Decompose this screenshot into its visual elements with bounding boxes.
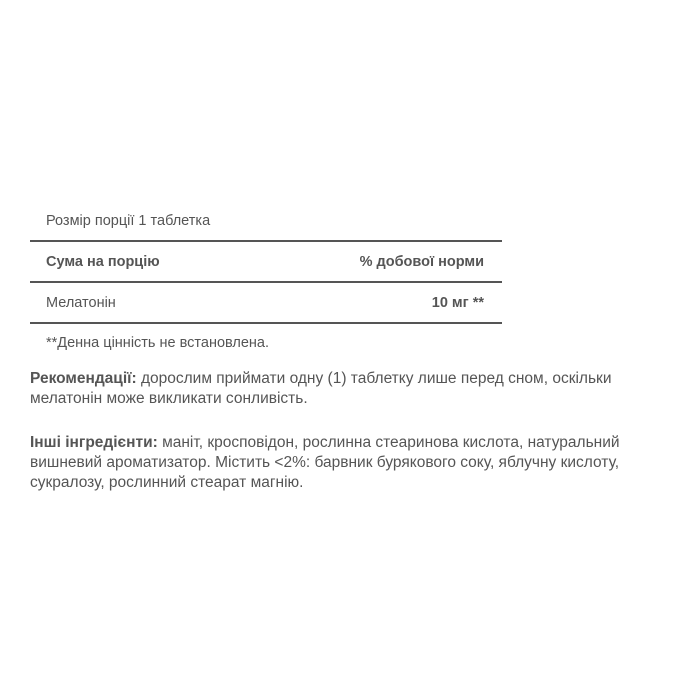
recommendations-text: дорослим приймати одну (1) таблетку лише перед сном, оскільки мелатонін може викликати сонливість. [30, 370, 612, 407]
ingredients-paragraph [30, 433, 670, 493]
ingredients-text: маніт, кросповідон, рослинна стеаринова кислота, натуральний вишневий ароматизатор. Містить <2%: барвник бурякового соку, яблучну кислоту, сукралозу, рослинний стеарат магнію. [30, 434, 620, 491]
daily-value-header: % добової норми [359, 253, 484, 270]
table-row [30, 283, 502, 324]
ingredient-name: Мелатонін [46, 294, 116, 311]
recommendations-label: Рекомендації: [30, 370, 137, 387]
footnote: **Денна цінність не встановлена. [46, 335, 270, 351]
recommendations-paragraph [30, 369, 670, 409]
ingredients-label: Інші інгредієнти: [30, 434, 158, 451]
supplement-facts-table [30, 203, 502, 353]
ingredient-amount: 10 мг ** [431, 294, 484, 311]
serving-size: Розмір порції 1 таблетка [30, 203, 502, 242]
amount-per-serving-header: Сума на порцію [46, 253, 160, 270]
table-header-row [30, 242, 502, 283]
